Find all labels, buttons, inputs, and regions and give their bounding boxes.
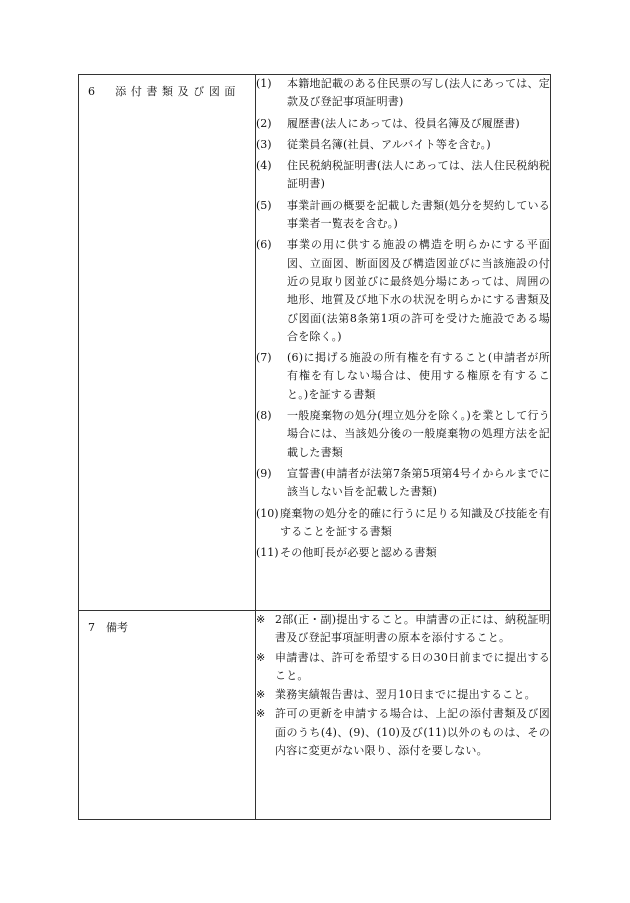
item-number: (3) xyxy=(256,137,272,151)
item-text: 従業員名簿(社員、アルバイト等を含む。) xyxy=(287,137,491,151)
note-mark: ※ xyxy=(256,650,266,664)
application-attachments-table xyxy=(78,74,551,820)
section-title: 備考 xyxy=(106,621,128,634)
note-text: 許可の更新を申請する場合は、上記の添付書類及び図面のうち(4)、(9)、(10)及び(11)以外のものは、その内容に変更がない限り、添付を要しない。 xyxy=(275,707,550,758)
remarks-content-cell xyxy=(256,611,551,820)
note-text: 業務実績報告書は、翌月10日までに提出すること。 xyxy=(275,688,536,702)
item-number: (6) xyxy=(256,238,272,252)
note-item xyxy=(256,705,550,760)
attachments-label xyxy=(79,75,255,100)
section-number: 7 xyxy=(88,621,95,634)
note-mark: ※ xyxy=(256,688,266,702)
item-number: (7) xyxy=(256,351,272,365)
item-text: その他町長が必要と認める書類 xyxy=(280,546,437,560)
item-text: 廃棄物の処分を的確に行うに足りる知識及び技能を有することを証する書類 xyxy=(280,506,550,538)
list-item xyxy=(256,115,550,133)
item-number: (4) xyxy=(256,159,272,173)
remarks-label-cell xyxy=(79,611,256,820)
list-item xyxy=(256,407,550,462)
note-text: 申請書は、許可を希望する日の30日前までに提出すること。 xyxy=(275,650,550,682)
list-item xyxy=(256,236,550,346)
table-row-attachments xyxy=(79,75,551,611)
section-title: 添付書類及び図面 xyxy=(115,85,241,98)
item-number: (11) xyxy=(256,546,279,560)
item-text: 一般廃棄物の処分(埋立処分を除く。)を業として行う場合には、当該処分後の一般廃棄物の処理方法を記載した書類 xyxy=(287,409,550,459)
section-number: 6 xyxy=(88,85,100,98)
item-text: (6)に掲げる施設の所有権を有すること(申請者が所有権を有しない場合は、使用する権原を有すること。)を証する書類 xyxy=(287,351,550,401)
item-text: 住民税納税証明書(法人にあっては、法人住民税納税証明書) xyxy=(287,159,550,191)
item-number: (8) xyxy=(256,409,272,423)
note-mark: ※ xyxy=(256,707,266,721)
item-number: (5) xyxy=(256,198,272,212)
remarks-label xyxy=(79,611,255,636)
note-item xyxy=(256,649,550,686)
item-text: 事業の用に供する施設の構造を明らかにする平面図、立面図、断面図及び構造図並びに当該施設の付近の見取り図並びに最終処分場にあっては、周囲の地形、地質及び地下水の状況を明らかにする書類及び図面(法第8条第1項の許可を受けた施設である場合を除く。) xyxy=(287,238,550,343)
list-item xyxy=(256,505,550,542)
note-item xyxy=(256,686,550,704)
item-text: 宣誓書(申請者が法第7条第5項第4号イからルまでに該当しない旨を記載した書類) xyxy=(287,466,550,499)
item-number: (2) xyxy=(256,116,272,130)
item-text: 本籍地記載のある住民票の写し(法人にあっては、定款及び登記事項証明書) xyxy=(287,77,550,109)
list-item xyxy=(256,75,550,112)
list-item xyxy=(256,197,550,234)
list-item xyxy=(256,544,550,562)
table-row-remarks xyxy=(79,611,551,820)
item-number: (9) xyxy=(256,466,272,480)
note-text: 2部(正・副)提出すること。申請書の正には、納税証明書及び登記事項証明書の原本を添付すること。 xyxy=(275,613,550,645)
attachments-label-cell xyxy=(79,75,256,611)
note-item xyxy=(256,611,550,648)
list-item xyxy=(256,349,550,404)
item-number: (1) xyxy=(256,77,272,90)
list-item xyxy=(256,136,550,154)
attachments-content-cell xyxy=(256,75,551,611)
item-number: (10) xyxy=(256,506,279,520)
list-item xyxy=(256,465,550,502)
list-item xyxy=(256,157,550,194)
item-text: 履歴書(法人にあっては、役員名簿及び履歴書) xyxy=(287,116,520,130)
note-mark: ※ xyxy=(256,613,266,626)
item-text: 事業計画の概要を記載した書類(処分を契約している事業者一覧表を含む。) xyxy=(287,198,550,231)
